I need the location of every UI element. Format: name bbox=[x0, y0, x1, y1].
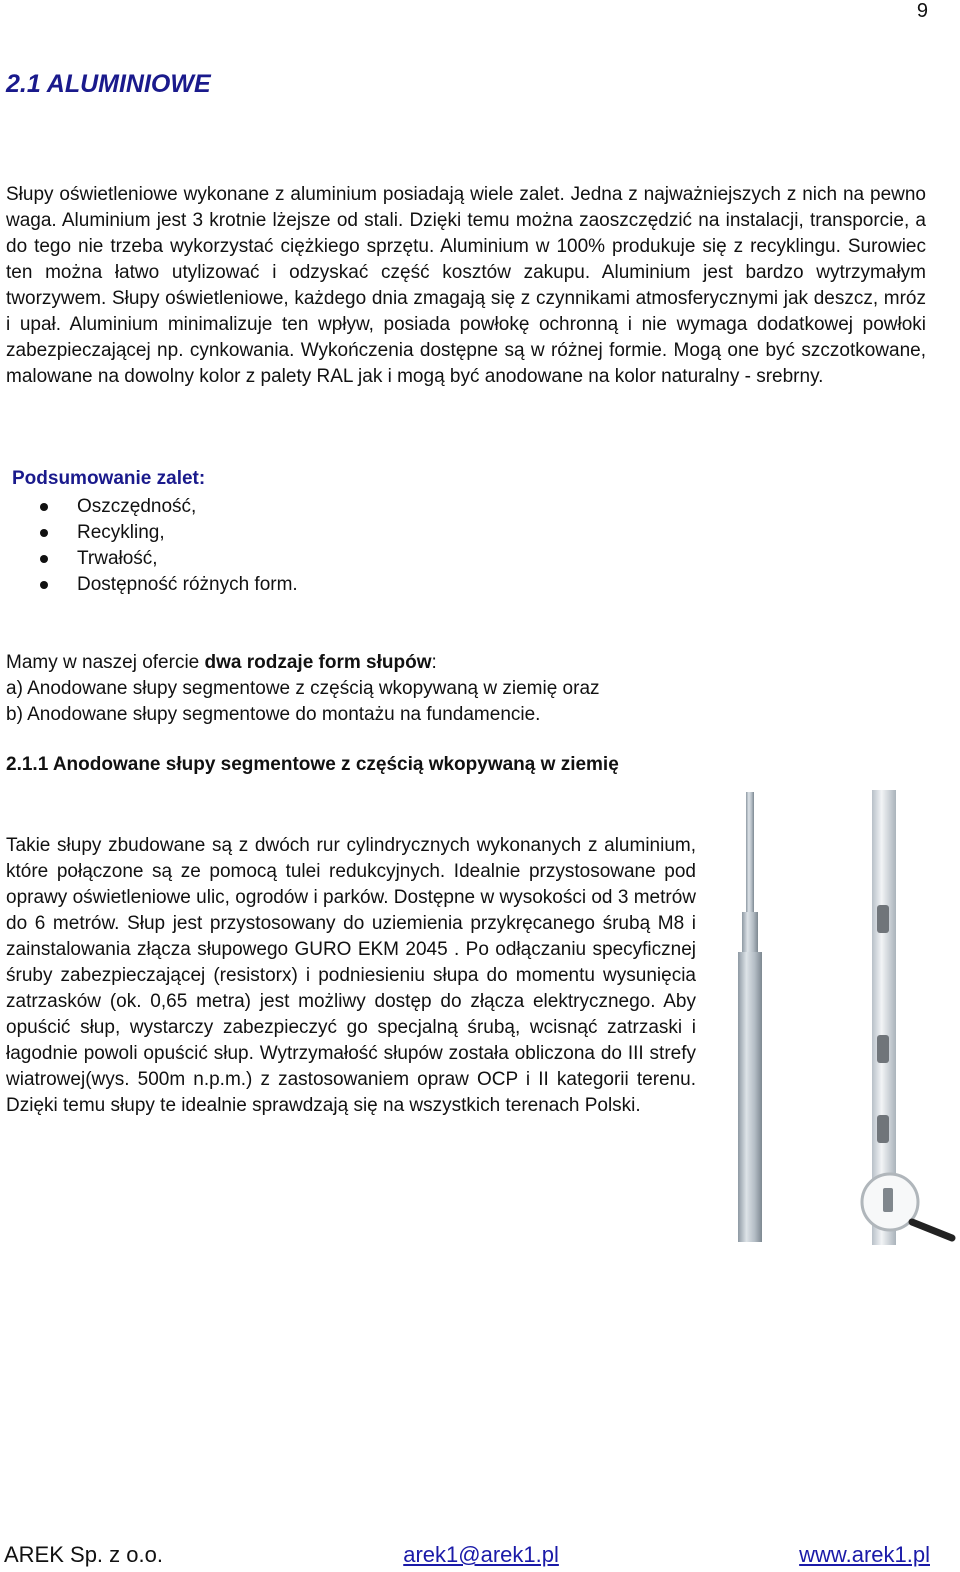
offer-suffix: : bbox=[431, 652, 437, 673]
offer-options bbox=[6, 676, 600, 728]
summary-list bbox=[40, 494, 298, 598]
summary-item: Trwałość, bbox=[40, 546, 298, 572]
intro-paragraph: Słupy oświetleniowe wykonane z aluminium posiadają wiele zalet. Jedna z najważniejszych z nich na pewno waga. Aluminium jest 3 krotnie lżejsze od stali. Dzięki temu można zaoszczędzić na instalacji, transporcie, a do tego nie trzeba wykorzystać ciężkiego sprzętu. Aluminium w 100% produkuje się z recyklingu. Surowiec ten można łatwo utylizować i odzyskać część kosztów zakupu. Aluminium jest bardzo wytrzymałym tworzywem. Słupy oświetleniowe, każdego dnia zmagają się z czynnikami atmosferycznymi jak deszcz, mróz i upał. Aluminium minimalizuje ten wpływ, posiada powłokę ochronną i nie wymaga dodatkowej powłoki zabezpieczającej np. cynkowania. Wykończenia dostępne są w różnej formie. Mogą one być szczotkowane, malowane na dowolny kolor z palety RAL jak i mogą być anodowane na kolor naturalny - srebrny. bbox=[6, 184, 926, 387]
pole-illustration bbox=[720, 790, 960, 1245]
offer-intro bbox=[6, 650, 437, 676]
detail-paragraph: Takie słupy zbudowane są z dwóch rur cylindrycznych wykonanych z aluminium, które połączone są ze pomocą tulei redukcyjnych. Idealnie przystosowane pod oprawy oświetleniowe ulic, ogrodów i parków. Dostępne w wysokości od 3 metrów do 6 metrów. Słup jest przystosowany do uziemienia przykręcanego śrubą M8 i zainstalowania złącza słupowego GURO EKM 2045 . Po odłączaniu specyficznej śruby zabezpieczającej (resistorx) i podniesieniu słupa do momentu wysunięcia zatrzasków (ok. 0,65 metra) jest możliwy dostęp do złącza elektrycznego. Aby opuścić słup, wystarczy zabezpieczyć go specjalną śrubą, wcisnąć zatrzaski i łagodnie powoli opuścić słup. Wytrzymałość słupów została obliczona do III strefy wiatrowej(wys. 500m n.p.m.) z zastosowaniem opraw OCP i II kategorii terenu. Dzięki temu słupy te idealnie sprawdzają się na wszystkich terenach Polski. bbox=[6, 835, 696, 1116]
offer-bold: dwa rodzaje form słupów bbox=[204, 652, 432, 673]
summary-title: Podsumowanie zalet: bbox=[12, 468, 206, 489]
footer-company: AREK Sp. z o.o. bbox=[4, 1542, 163, 1567]
footer bbox=[4, 1542, 930, 1568]
summary-item: Recykling, bbox=[40, 520, 298, 546]
summary-item: Oszczędność, bbox=[40, 494, 298, 520]
offer-option: b) Anodowane słupy segmentowe do montażu na fundamencie. bbox=[6, 704, 541, 725]
footer-website-link[interactable]: www.arek1.pl bbox=[799, 1542, 930, 1567]
pole-left bbox=[738, 792, 762, 1242]
footer-email-link[interactable]: arek1@arek1.pl bbox=[403, 1542, 559, 1567]
offer-option: a) Anodowane słupy segmentowe z częścią wkopywaną w ziemię oraz bbox=[6, 678, 600, 699]
offer-prefix: Mamy w naszej ofercie bbox=[6, 652, 205, 673]
section-heading: 2.1 ALUMINIOWE bbox=[6, 70, 211, 98]
subsection-heading: 2.1.1 Anodowane słupy segmentowe z częścią wkopywaną w ziemię bbox=[6, 754, 619, 775]
page-number: 9 bbox=[916, 0, 928, 22]
summary-item: Dostępność różnych form. bbox=[40, 572, 298, 598]
